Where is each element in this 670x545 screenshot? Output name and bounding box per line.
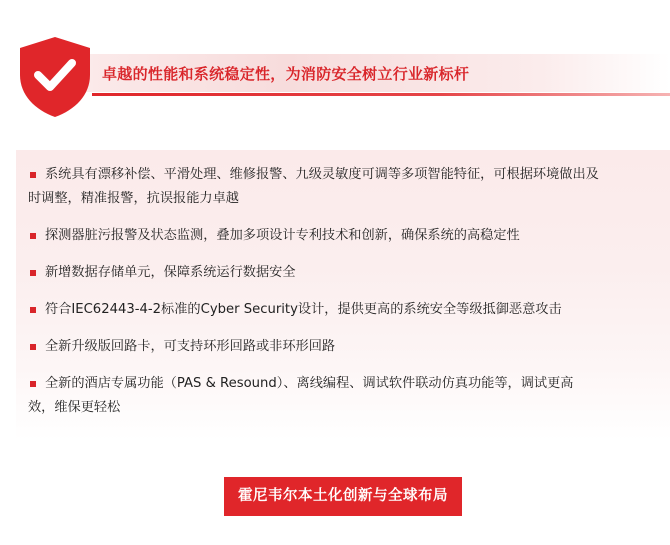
bullet-icon xyxy=(30,172,36,178)
bullet-icon xyxy=(30,381,36,387)
feature-text: 全新升级版回路卡，可支持环形回路或非环形回路 xyxy=(45,339,336,354)
feature-text: 效，维保更轻松 xyxy=(28,400,121,415)
feature-text: 新增数据存储单元，保障系统运行数据安全 xyxy=(45,265,296,280)
feature-text: 时调整，精准报警，抗误报能力卓越 xyxy=(28,191,239,206)
global-layout-button[interactable]: 霍尼韦尔本土化创新与全球布局 xyxy=(224,477,462,516)
bullet-icon xyxy=(30,233,36,239)
feature-item xyxy=(28,335,664,359)
feature-text: 探测器脏污报警及状态监测，叠加多项设计专利技术和创新，确保系统的高稳定性 xyxy=(45,228,520,243)
bullet-icon xyxy=(30,344,36,350)
features-panel xyxy=(16,150,670,440)
bullet-icon xyxy=(30,270,36,276)
feature-item xyxy=(28,224,664,248)
feature-item xyxy=(28,163,664,187)
section-title: 卓越的性能和系统稳定性，为消防安全树立行业新标杆 xyxy=(102,65,470,83)
feature-text: 符合IEC62443-4-2标准的Cyber Security设计，提供更高的系统安全等级抵御恶意攻击 xyxy=(45,302,562,317)
feature-text: 全新的酒店专属功能（PAS & Resound）、离线编程、调试软件联动仿真功能等，调试更高 xyxy=(45,376,574,391)
feature-item xyxy=(28,298,664,322)
header-underline xyxy=(92,93,670,96)
feature-item xyxy=(28,261,664,285)
feature-text: 系统具有漂移补偿、平滑处理、维修报警、九级灵敏度可调等多项智能特征，可根据环境做出及 xyxy=(45,167,599,182)
bullet-icon xyxy=(30,307,36,313)
feature-item-continuation xyxy=(28,187,664,211)
feature-list xyxy=(28,163,664,433)
feature-item-continuation xyxy=(28,396,664,420)
shield-check-icon xyxy=(18,35,92,119)
feature-item xyxy=(28,372,664,396)
